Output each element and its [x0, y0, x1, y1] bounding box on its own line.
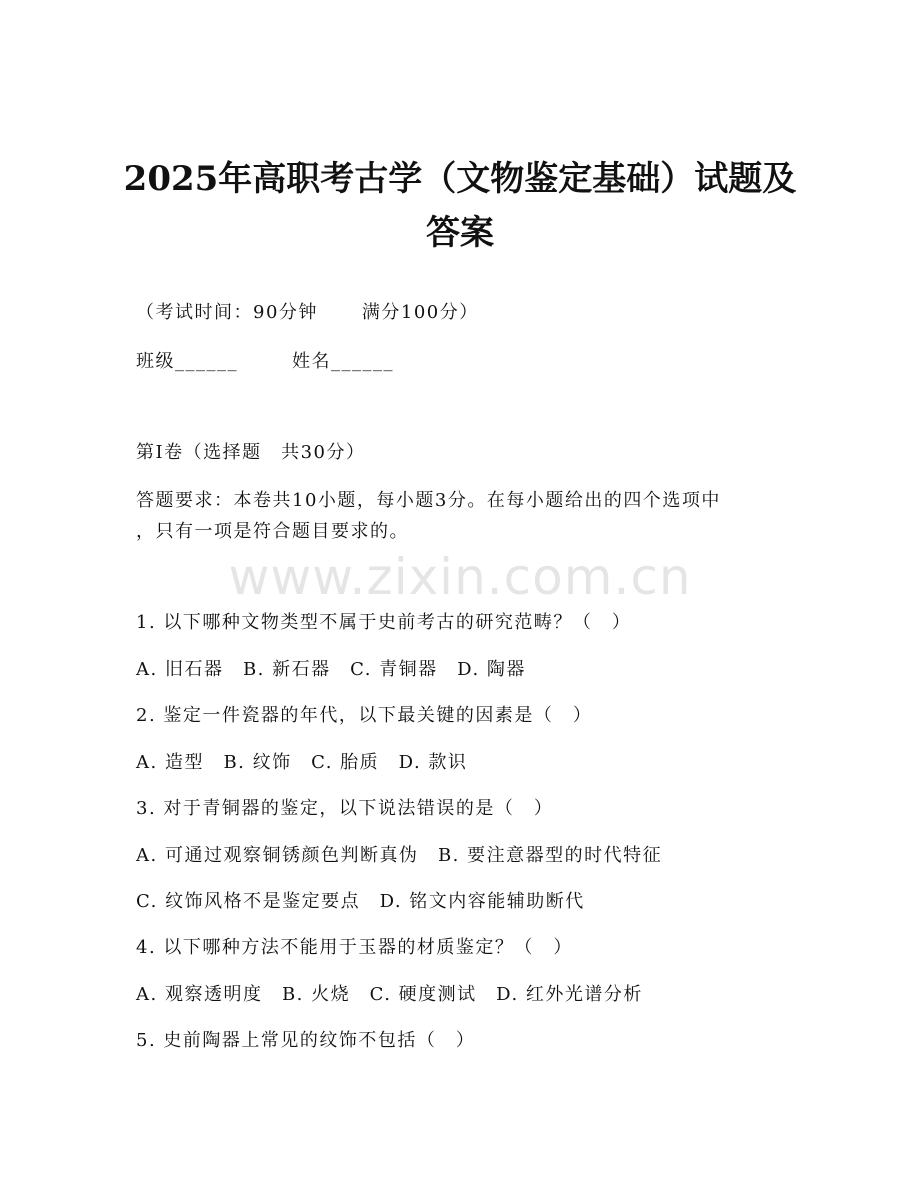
exam-info — [136, 301, 479, 325]
watermark: www.zixin.com.cn — [228, 548, 692, 606]
question-2-options: A. 造型 B. 纹饰 C. 胎质 D. 款识 — [136, 752, 468, 773]
question-3: 3. 对于青铜器的鉴定，以下说法错误的是（ ） — [136, 798, 554, 819]
class-field: 班级______ — [136, 351, 238, 372]
instructions-line-1: 答题要求：本卷共10小题，每小题3分。在每小题给出的四个选项中 — [136, 490, 721, 511]
instructions-line-2: ，只有一项是符合题目要求的。 — [136, 521, 409, 542]
question-1: 1. 以下哪种文物类型不属于史前考古的研究范畴？（ ） — [136, 612, 632, 633]
exam-score: 满分100分） — [361, 302, 479, 323]
question-5: 5. 史前陶器上常见的纹饰不包括（ ） — [136, 1030, 476, 1051]
exam-time: （考试时间：90分钟 — [136, 302, 318, 323]
question-2: 2. 鉴定一件瓷器的年代，以下最关键的因素是（ ） — [136, 705, 593, 726]
question-3-options-2: C. 纹饰风格不是鉴定要点 D. 铭文内容能辅助断代 — [136, 891, 585, 912]
document-title — [100, 152, 820, 260]
student-fields — [136, 350, 394, 374]
name-field: 姓名______ — [292, 351, 394, 372]
section-title: 第I卷（选择题 共30分） — [136, 442, 366, 463]
question-4-options: A. 观察透明度 B. 火烧 C. 硬度测试 D. 红外光谱分析 — [136, 984, 643, 1005]
question-1-options: A. 旧石器 B. 新石器 C. 青铜器 D. 陶器 — [136, 659, 526, 680]
title-line-2: 答案 — [426, 213, 494, 253]
question-3-options: A. 可通过观察铜锈颜色判断真伪 B. 要注意器型的时代特征 — [136, 845, 663, 866]
question-4: 4. 以下哪种方法不能用于玉器的材质鉴定？（ ） — [136, 937, 573, 958]
title-line-1: 2025年高职考古学（文物鉴定基础）试题及 — [123, 159, 797, 199]
